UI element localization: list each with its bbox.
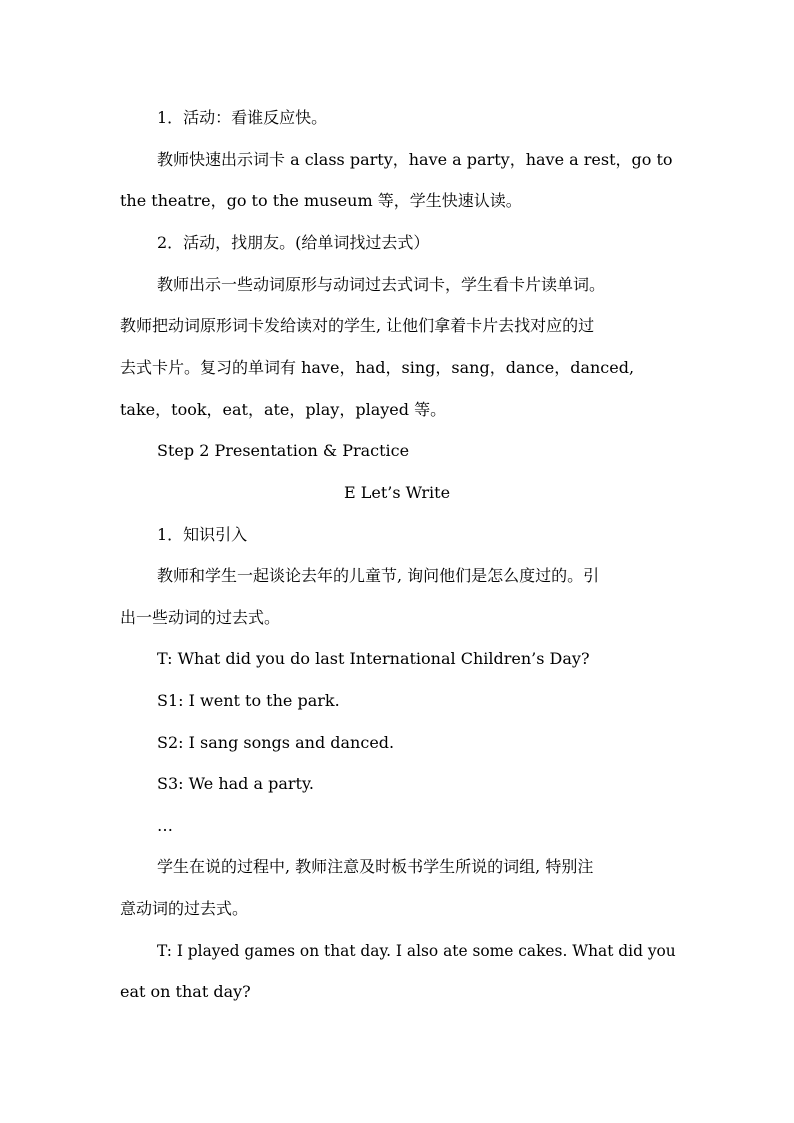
ellipsis-line: …: [157, 816, 173, 835]
dialogue-line: eat on that day?: [120, 982, 251, 1001]
paragraph-line: 出一些动词的过去式。: [120, 608, 281, 627]
paragraph-line: 去式卡片。复习的单词有 have，had，sing，sang，dance，danced,: [120, 358, 635, 377]
step-heading: Step 2 Presentation & Practice: [157, 441, 410, 460]
dialogue-line: T: I played games on that day. I also ate some cakes. What did you: [157, 941, 676, 960]
dialogue-line: S1: I went to the park.: [157, 691, 340, 710]
knowledge-intro-heading: 1．知识引入: [157, 525, 248, 544]
paragraph-line: 意动词的过去式。: [120, 899, 249, 918]
activity-2-heading: 2．活动，找朋友。(给单词找过去式）: [157, 233, 430, 252]
activity-1-heading: 1．活动：看谁反应快。: [157, 108, 328, 127]
section-title: E Let’s Write: [343, 483, 451, 502]
paragraph-line: take，took，eat，ate，play，played 等。: [120, 400, 447, 419]
paragraph-line: 教师快速出示词卡 a class party，have a party，have a rest，go to: [157, 150, 673, 169]
dialogue-line: S3: We had a party.: [157, 774, 314, 793]
paragraph-line: 教师把动词原形词卡发给读对的学生, 让他们拿着卡片去找对应的过: [120, 316, 595, 335]
paragraph-line: 学生在说的过程中, 教师注意及时板书学生所说的词组, 特别注: [157, 857, 594, 876]
dialogue-line: S2: I sang songs and danced.: [157, 733, 395, 752]
paragraph-line: 教师出示一些动词原形与动词过去式词卡，学生看卡片读单词。: [157, 275, 606, 294]
dialogue-line: T: What did you do last International Children’s Day?: [157, 649, 590, 668]
paragraph-line: 教师和学生一起谈论去年的儿童节, 询问他们是怎么度过的。引: [157, 566, 600, 585]
paragraph-line: the theatre，go to the museum 等，学生快速认读。: [120, 191, 522, 210]
